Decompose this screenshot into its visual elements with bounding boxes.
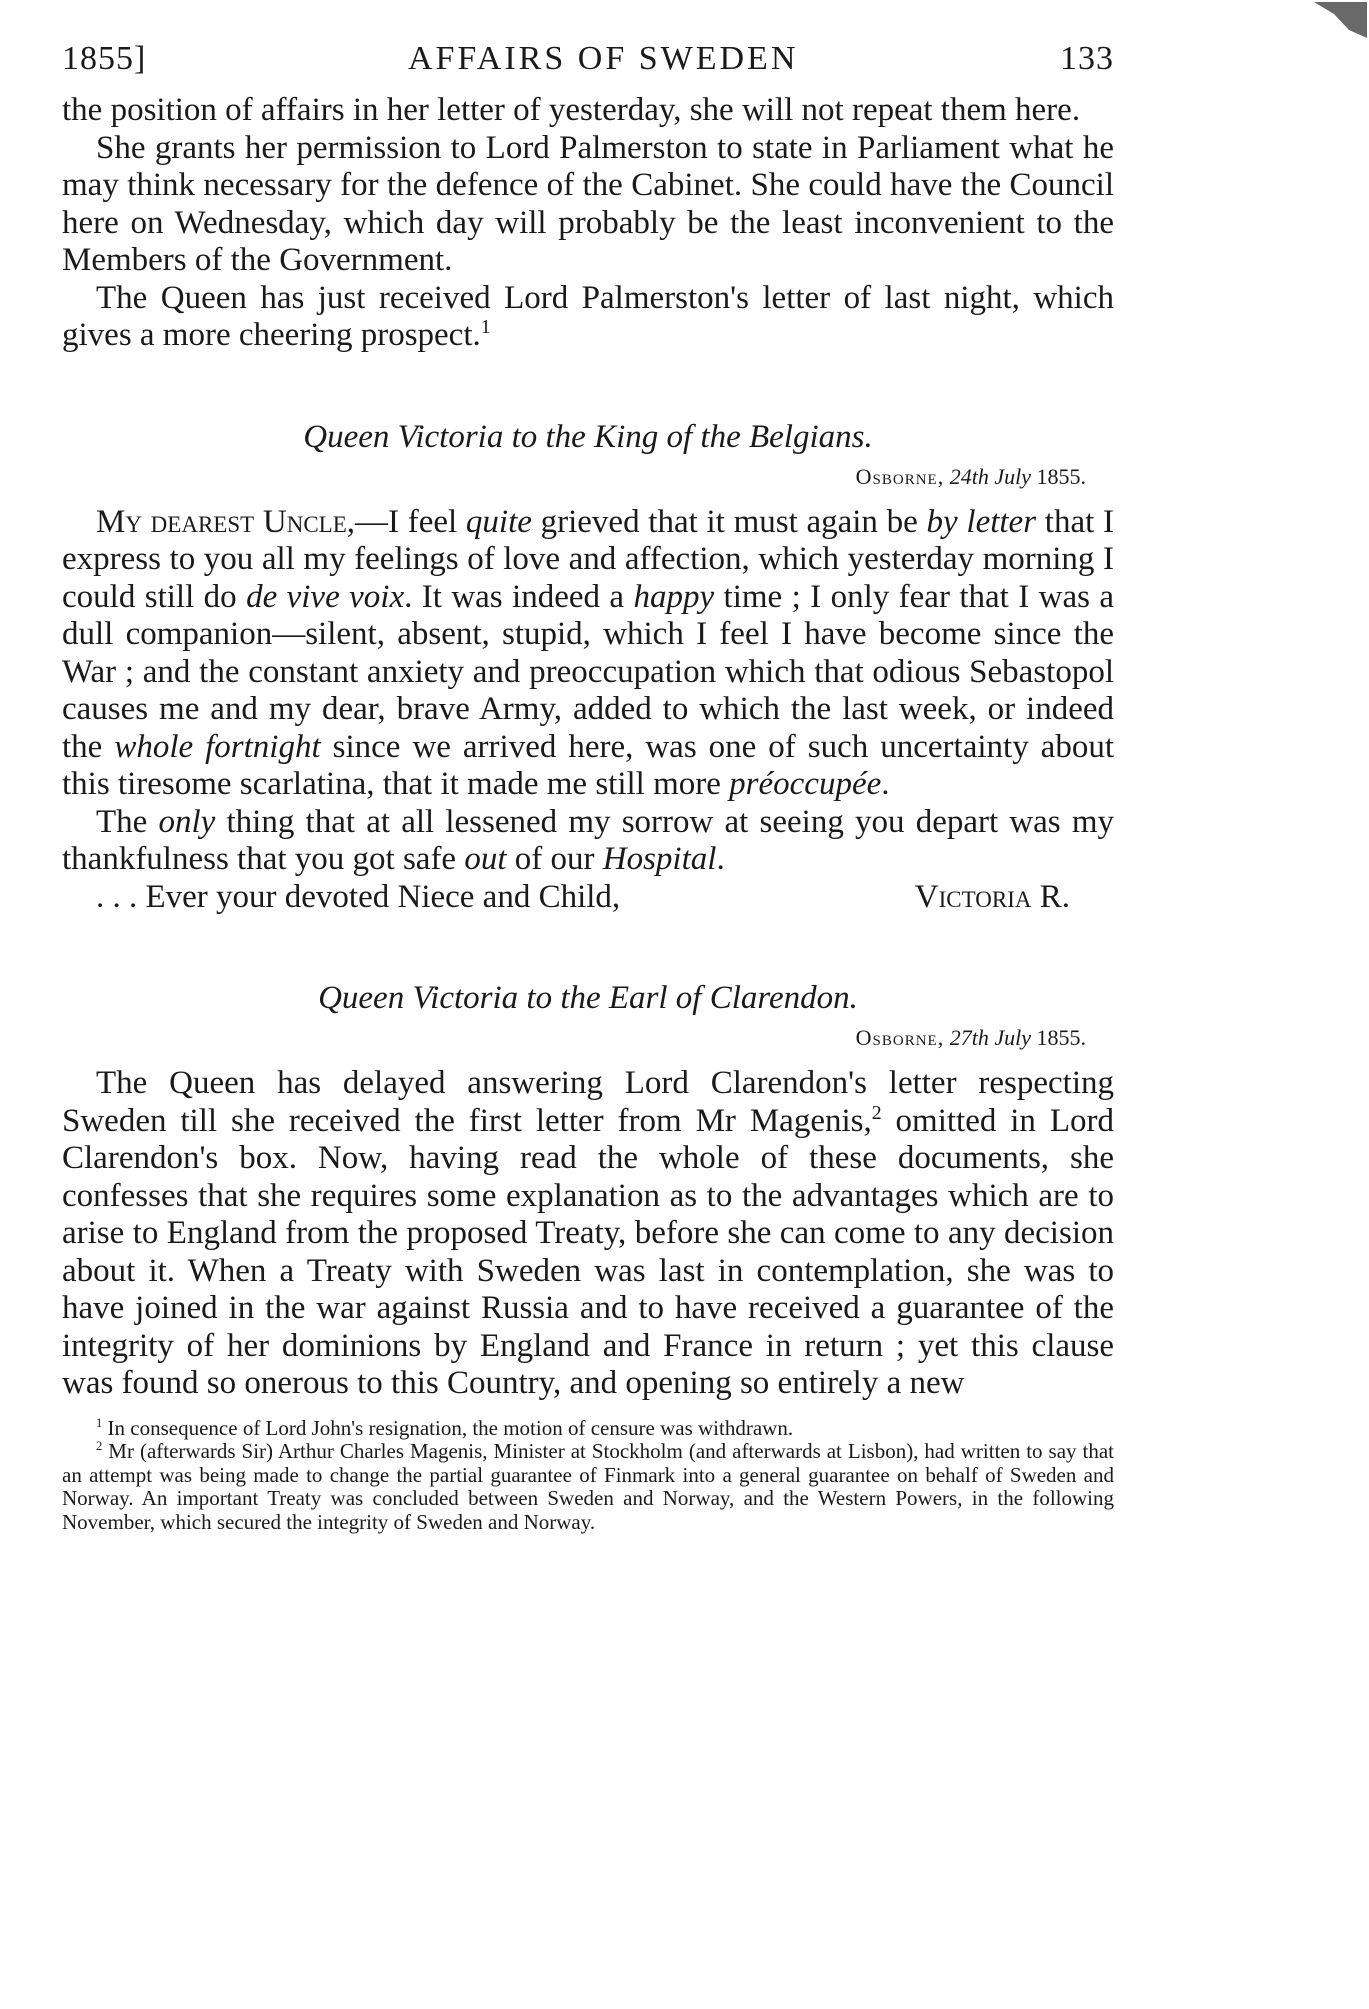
running-head — [62, 40, 1114, 78]
header-year: 1855] — [62, 40, 147, 77]
letter-1-title: Queen Victoria to the King of the Belgians. — [303, 418, 873, 455]
continuation-paragraph-3: The Queen has just received Lord Palmerston's letter of last night, which gives a more cheering prospect.$^1$ — [62, 279, 1114, 353]
letter-1-signoff — [62, 879, 1114, 917]
letter-2-title: Queen Victoria to the Earl of Clarendon. — [318, 980, 858, 1016]
letter-2-paragraph-1: The Queen has delayed answering Lord Clarendon's letter respecting Sweden till she received the first letter from Mr Magenis,$^2$ omitted in Lord Clarendon's box. Now, having read the whole of these documents, she confesses that she requires some explanation as to the advantages which are to arise to England from the proposed Treaty, before she can come to any decision about it. When a Treaty with Sweden was last in contemplation, she was to have joined in the war against Russia and to have received a guarantee of the integrity of her dominions by England and France in return ; yet this clause was found so onerous to this Country, and opening so entirely a new — [62, 1065, 1114, 1401]
letter-2-dateline: Osborne, 27th July 1855. — [855, 1025, 1086, 1050]
header-title: AFFAIRS OF SWEDEN — [407, 40, 799, 77]
continuation-paragraph-2: She grants her permission to Lord Palmerston to state in Parliament what he may think necessary for the defence of the Cabinet. She could have the Council here on Wednesday, which day will probably be the least inconvenient to the Members of the Government. — [62, 129, 1114, 278]
letter-1-paragraph-2: The only thing that at all lessened my sorrow at seeing you depart was my thankfulness that you got safe out of our Hospital. — [62, 803, 1115, 877]
footnote-ref-2: 2 — [871, 1101, 882, 1124]
signature: Victoria R. — [914, 878, 1070, 915]
footnote-2: $^2$ Mr (afterwards Sir) Arthur Charles Magenis, Minister at Stockholm (and afterwards at Lisbon), had written to say that an attempt was being made to change the partial guarantee of Finmark into a general guarantee on behalf of Sweden and Norway. An important Treaty was concluded between Sweden and Norway, and the Western Powers, in the following November, which secured the integrity of Sweden and Norway. — [62, 1439, 1114, 1534]
letter-1-body — [62, 504, 1114, 917]
salutation: My dearest Uncle, — [96, 503, 356, 540]
book-page — [62, 40, 1114, 1534]
letter-1-dateline: Osborne, 24th July 1855. — [855, 463, 1086, 489]
footnotes — [62, 1417, 1114, 1535]
page-corner-smudge — [1309, 0, 1369, 40]
continuation-paragraph-1: the position of affairs in her letter of yesterday, she will not repeat them here. — [62, 92, 1081, 128]
continuation-text — [62, 92, 1114, 355]
letter-1-paragraph-1: My dearest Uncle,—I feel quite grieved that it must again be by letter that I express to you all my feelings of love and affection, which yesterday morning I could still do de vive voix. It was indeed a happy time ; I only fear that I was a dull companion—silent, absent, stupid, which I feel I have become since the War ; and the constant anxiety and preoccupation which that odious Sebastopol causes me and my dear, brave Army, added to which the last week, or indeed the whole fortnight since we arrived here, was one of such uncertainty about this tiresome scarlatina, that it made me still more préoccupée. — [62, 503, 1114, 802]
page-number: 133 — [1060, 40, 1114, 77]
closing: . . . Ever your devoted Niece and Child, — [96, 878, 621, 915]
footnote-1: $^1$ In consequence of Lord John's resignation, the motion of censure was withdrawn. — [96, 1415, 794, 1440]
footnote-ref-1: 1 — [480, 316, 491, 338]
letter-2-body — [62, 1065, 1114, 1403]
